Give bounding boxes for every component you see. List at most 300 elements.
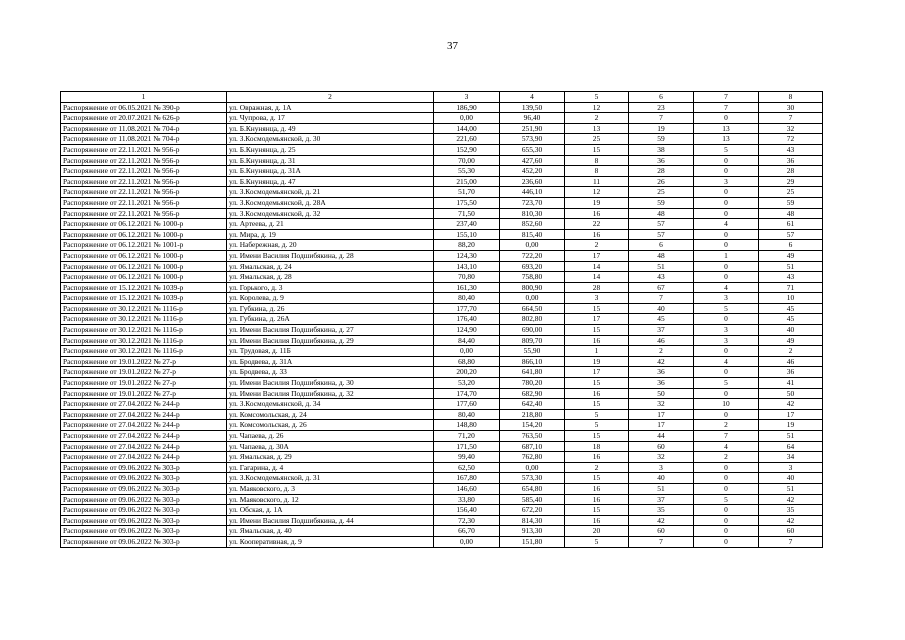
- cell-value: 2: [565, 462, 629, 473]
- cell-value: 43: [629, 272, 694, 283]
- cell-value: 0: [694, 240, 759, 251]
- cell-value: 64: [759, 441, 823, 452]
- cell-value: 44: [629, 431, 694, 442]
- cell-address: ул. Мира, д. 19: [227, 229, 434, 240]
- table-row: [61, 166, 823, 177]
- cell-document: Распоряжение от 22.11.2021 № 956-р: [61, 187, 227, 198]
- cell-value: 11: [565, 176, 629, 187]
- cell-value: 3: [565, 293, 629, 304]
- cell-value: 810,30: [500, 208, 565, 219]
- cell-value: 0: [694, 166, 759, 177]
- cell-value: 40: [629, 473, 694, 484]
- cell-value: 3: [694, 293, 759, 304]
- cell-document: Распоряжение от 30.12.2021 № 1116-р: [61, 325, 227, 336]
- cell-document: Распоряжение от 06.05.2021 № 390-р: [61, 102, 227, 113]
- cell-value: 722,20: [500, 250, 565, 261]
- cell-address: ул. Губкина, д. 26А: [227, 314, 434, 325]
- cell-value: 0: [694, 261, 759, 272]
- cell-value: 59: [629, 197, 694, 208]
- cell-value: 50: [759, 388, 823, 399]
- cell-value: 16: [565, 452, 629, 463]
- cell-value: 53,20: [434, 378, 500, 389]
- cell-address: ул. Ямальская, д. 40: [227, 526, 434, 537]
- cell-document: Распоряжение от 20.07.2021 № 626-р: [61, 113, 227, 124]
- table-row: [61, 197, 823, 208]
- cell-value: 7: [759, 113, 823, 124]
- cell-value: 237,40: [434, 219, 500, 230]
- cell-address: ул. З.Космодемьянской, д. 30: [227, 134, 434, 145]
- cell-document: Распоряжение от 22.11.2021 № 956-р: [61, 176, 227, 187]
- cell-address: ул. Ямальская, д. 28: [227, 272, 434, 283]
- table-row: [61, 240, 823, 251]
- cell-address: ул. Б.Кнунянца, д. 31А: [227, 166, 434, 177]
- cell-value: 19: [629, 123, 694, 134]
- cell-document: Распоряжение от 09.06.2022 № 303-р: [61, 473, 227, 484]
- cell-value: 452,20: [500, 166, 565, 177]
- cell-value: 84,40: [434, 335, 500, 346]
- cell-document: Распоряжение от 22.11.2021 № 956-р: [61, 166, 227, 177]
- cell-value: 573,90: [500, 134, 565, 145]
- cell-value: 22: [565, 219, 629, 230]
- cell-document: Распоряжение от 22.11.2021 № 956-р: [61, 208, 227, 219]
- cell-value: 70,80: [434, 272, 500, 283]
- cell-value: 15: [565, 303, 629, 314]
- cell-value: 2: [565, 240, 629, 251]
- cell-value: 0: [694, 483, 759, 494]
- cell-value: 642,40: [500, 399, 565, 410]
- table-row: [61, 420, 823, 431]
- cell-value: 0: [694, 346, 759, 357]
- cell-document: Распоряжение от 19.01.2022 № 27-р: [61, 356, 227, 367]
- cell-value: 17: [565, 367, 629, 378]
- table-row: [61, 483, 823, 494]
- cell-address: ул. Имени Василия Подшибякина, д. 29: [227, 335, 434, 346]
- cell-address: ул. Королева, д. 9: [227, 293, 434, 304]
- cell-address: ул. Овражная, д. 1А: [227, 102, 434, 113]
- cell-value: 16: [565, 483, 629, 494]
- cell-value: 4: [694, 219, 759, 230]
- cell-address: ул. Ямальская, д. 24: [227, 261, 434, 272]
- cell-value: 0: [694, 113, 759, 124]
- cell-value: 2: [565, 113, 629, 124]
- cell-value: 176,40: [434, 314, 500, 325]
- cell-value: 221,60: [434, 134, 500, 145]
- cell-value: 51,70: [434, 187, 500, 198]
- cell-value: 51: [759, 431, 823, 442]
- cell-value: 40: [759, 325, 823, 336]
- table-row: [61, 282, 823, 293]
- cell-address: ул. Обская, д. 1А: [227, 505, 434, 516]
- cell-value: 46: [759, 356, 823, 367]
- cell-value: 60: [759, 526, 823, 537]
- cell-value: 26: [629, 176, 694, 187]
- cell-value: 0,00: [500, 293, 565, 304]
- cell-value: 2: [759, 346, 823, 357]
- cell-value: 68,80: [434, 356, 500, 367]
- cell-document: Распоряжение от 27.04.2022 № 244-р: [61, 452, 227, 463]
- cell-value: 10: [759, 293, 823, 304]
- cell-value: 758,80: [500, 272, 565, 283]
- cell-value: 15: [565, 431, 629, 442]
- cell-value: 71,20: [434, 431, 500, 442]
- cell-value: 19: [565, 356, 629, 367]
- cell-value: 236,60: [500, 176, 565, 187]
- cell-value: 51: [629, 261, 694, 272]
- cell-value: 0: [694, 526, 759, 537]
- cell-value: 124,90: [434, 325, 500, 336]
- cell-address: ул. Артеева, д. 21: [227, 219, 434, 230]
- cell-value: 1: [694, 250, 759, 261]
- cell-value: 38: [629, 144, 694, 155]
- cell-value: 42: [759, 515, 823, 526]
- cell-document: Распоряжение от 06.12.2021 № 1001-р: [61, 240, 227, 251]
- cell-value: 655,30: [500, 144, 565, 155]
- cell-document: Распоряжение от 30.12.2021 № 1116-р: [61, 335, 227, 346]
- cell-value: 55,30: [434, 166, 500, 177]
- cell-value: 72: [759, 134, 823, 145]
- cell-value: 99,40: [434, 452, 500, 463]
- cell-value: 7: [629, 113, 694, 124]
- cell-value: 0: [694, 473, 759, 484]
- cell-value: 5: [565, 536, 629, 547]
- cell-document: Распоряжение от 06.12.2021 № 1000-р: [61, 250, 227, 261]
- cell-value: 15: [565, 378, 629, 389]
- cell-document: Распоряжение от 27.04.2022 № 244-р: [61, 431, 227, 442]
- cell-value: 41: [759, 378, 823, 389]
- cell-address: ул. Имени Василия Подшибякина, д. 30: [227, 378, 434, 389]
- cell-value: 0,00: [500, 240, 565, 251]
- cell-value: 43: [759, 272, 823, 283]
- cell-address: ул. Ямальская, д. 29: [227, 452, 434, 463]
- cell-address: ул. Маяковского, д. 3: [227, 483, 434, 494]
- cell-value: 16: [565, 388, 629, 399]
- cell-value: 17: [629, 420, 694, 431]
- cell-value: 0: [694, 187, 759, 198]
- table-row: [61, 526, 823, 537]
- cell-value: 167,80: [434, 473, 500, 484]
- cell-address: ул. Чапаева, д. 30А: [227, 441, 434, 452]
- cell-value: 251,90: [500, 123, 565, 134]
- column-header: 3: [434, 92, 500, 103]
- cell-address: ул. Имени Василия Подшибякина, д. 44: [227, 515, 434, 526]
- table-row: [61, 473, 823, 484]
- cell-value: 446,10: [500, 187, 565, 198]
- cell-value: 427,60: [500, 155, 565, 166]
- cell-value: 15: [565, 473, 629, 484]
- cell-value: 5: [565, 420, 629, 431]
- cell-value: 42: [629, 356, 694, 367]
- cell-value: 154,20: [500, 420, 565, 431]
- cell-value: 0: [694, 388, 759, 399]
- cell-value: 654,80: [500, 483, 565, 494]
- cell-value: 19: [565, 197, 629, 208]
- cell-value: 51: [629, 483, 694, 494]
- cell-value: 25: [565, 134, 629, 145]
- cell-value: 780,20: [500, 378, 565, 389]
- cell-document: Распоряжение от 19.01.2022 № 27-р: [61, 378, 227, 389]
- cell-value: 0: [694, 505, 759, 516]
- cell-value: 51: [759, 261, 823, 272]
- table-row: [61, 134, 823, 145]
- cell-document: Распоряжение от 06.12.2021 № 1000-р: [61, 229, 227, 240]
- cell-value: 34: [759, 452, 823, 463]
- cell-value: 28: [629, 166, 694, 177]
- cell-address: ул. Имени Василия Подшибякина, д. 27: [227, 325, 434, 336]
- table-row: [61, 176, 823, 187]
- cell-value: 815,40: [500, 229, 565, 240]
- cell-value: 32: [629, 399, 694, 410]
- cell-value: 18: [565, 441, 629, 452]
- cell-address: ул. Чупрова, д. 17: [227, 113, 434, 124]
- cell-value: 19: [759, 420, 823, 431]
- column-header: 2: [227, 92, 434, 103]
- cell-value: 124,30: [434, 250, 500, 261]
- cell-address: ул. Комсомольская, д. 24: [227, 409, 434, 420]
- cell-value: 62,50: [434, 462, 500, 473]
- table-row: [61, 388, 823, 399]
- cell-value: 17: [565, 250, 629, 261]
- cell-value: 36: [759, 367, 823, 378]
- cell-value: 13: [694, 123, 759, 134]
- table-row: [61, 314, 823, 325]
- cell-value: 0: [694, 272, 759, 283]
- cell-value: 690,00: [500, 325, 565, 336]
- cell-value: 17: [759, 409, 823, 420]
- cell-document: Распоряжение от 11.08.2021 № 704-р: [61, 134, 227, 145]
- cell-value: 814,30: [500, 515, 565, 526]
- cell-value: 16: [565, 494, 629, 505]
- table-row: [61, 102, 823, 113]
- cell-value: 809,70: [500, 335, 565, 346]
- cell-value: 29: [759, 176, 823, 187]
- cell-value: 8: [565, 166, 629, 177]
- cell-value: 151,80: [500, 536, 565, 547]
- cell-value: 174,70: [434, 388, 500, 399]
- cell-value: 152,90: [434, 144, 500, 155]
- table-row: [61, 356, 823, 367]
- cell-value: 30: [759, 102, 823, 113]
- cell-value: 156,40: [434, 505, 500, 516]
- cell-value: 1: [565, 346, 629, 357]
- cell-value: 0: [694, 197, 759, 208]
- cell-address: ул. З.Космодемьянской, д. 21: [227, 187, 434, 198]
- cell-value: 57: [629, 219, 694, 230]
- cell-value: 723,70: [500, 197, 565, 208]
- cell-value: 175,50: [434, 197, 500, 208]
- cell-value: 682,90: [500, 388, 565, 399]
- cell-document: Распоряжение от 15.12.2021 № 1039-р: [61, 282, 227, 293]
- table-row: [61, 144, 823, 155]
- cell-value: 7: [629, 293, 694, 304]
- cell-value: 4: [694, 356, 759, 367]
- cell-document: Распоряжение от 27.04.2022 № 244-р: [61, 420, 227, 431]
- cell-value: 2: [694, 452, 759, 463]
- cell-value: 4: [694, 441, 759, 452]
- table-row: [61, 293, 823, 304]
- cell-value: 96,40: [500, 113, 565, 124]
- cell-value: 0: [694, 462, 759, 473]
- table-row: [61, 219, 823, 230]
- cell-value: 16: [565, 208, 629, 219]
- cell-value: 37: [629, 494, 694, 505]
- cell-value: 5: [694, 378, 759, 389]
- cell-document: Распоряжение от 19.01.2022 № 27-р: [61, 388, 227, 399]
- cell-value: 36: [629, 378, 694, 389]
- cell-document: Распоряжение от 22.11.2021 № 956-р: [61, 197, 227, 208]
- cell-value: 6: [759, 240, 823, 251]
- cell-value: 40: [759, 473, 823, 484]
- cell-address: ул. Бродвева, д. 33: [227, 367, 434, 378]
- cell-value: 155,10: [434, 229, 500, 240]
- cell-document: Распоряжение от 27.04.2022 № 244-р: [61, 399, 227, 410]
- cell-value: 144,00: [434, 123, 500, 134]
- cell-document: Распоряжение от 30.12.2021 № 1116-р: [61, 303, 227, 314]
- column-header: 6: [629, 92, 694, 103]
- cell-value: 0: [694, 409, 759, 420]
- cell-value: 146,60: [434, 483, 500, 494]
- cell-value: 687,10: [500, 441, 565, 452]
- cell-value: 35: [629, 505, 694, 516]
- table-row: [61, 505, 823, 516]
- column-header: 4: [500, 92, 565, 103]
- cell-value: 61: [759, 219, 823, 230]
- cell-value: 55,90: [500, 346, 565, 357]
- cell-value: 5: [694, 494, 759, 505]
- cell-value: 139,50: [500, 102, 565, 113]
- cell-value: 36: [629, 367, 694, 378]
- table-row: [61, 515, 823, 526]
- cell-value: 215,00: [434, 176, 500, 187]
- cell-address: ул. Б.Кнунянца, д. 31: [227, 155, 434, 166]
- cell-document: Распоряжение от 06.12.2021 № 1000-р: [61, 272, 227, 283]
- table-row: [61, 325, 823, 336]
- cell-value: 88,20: [434, 240, 500, 251]
- cell-value: 25: [759, 187, 823, 198]
- cell-value: 28: [565, 282, 629, 293]
- cell-address: ул. Имени Василия Подшибякина, д. 28: [227, 250, 434, 261]
- cell-address: ул. Комсомольская, д. 26: [227, 420, 434, 431]
- cell-value: 0: [694, 314, 759, 325]
- cell-value: 7: [694, 431, 759, 442]
- cell-value: 49: [759, 335, 823, 346]
- cell-value: 43: [759, 144, 823, 155]
- cell-value: 800,90: [500, 282, 565, 293]
- cell-value: 3: [694, 325, 759, 336]
- table-row: [61, 303, 823, 314]
- cell-value: 35: [759, 505, 823, 516]
- cell-value: 0: [694, 515, 759, 526]
- cell-address: ул. Б.Кнунянца, д. 49: [227, 123, 434, 134]
- cell-value: 71,50: [434, 208, 500, 219]
- cell-document: Распоряжение от 27.04.2022 № 244-р: [61, 441, 227, 452]
- table-row: [61, 261, 823, 272]
- cell-value: 7: [694, 102, 759, 113]
- cell-document: Распоряжение от 30.12.2021 № 1116-р: [61, 346, 227, 357]
- table-row: [61, 113, 823, 124]
- cell-address: ул. Б.Кнунянца, д. 25: [227, 144, 434, 155]
- data-table: [60, 91, 823, 548]
- cell-value: 13: [694, 134, 759, 145]
- cell-value: 148,80: [434, 420, 500, 431]
- table-row: [61, 187, 823, 198]
- cell-value: 59: [629, 134, 694, 145]
- cell-value: 0: [694, 229, 759, 240]
- cell-address: ул. Гагарина, д. 4: [227, 462, 434, 473]
- cell-value: 218,80: [500, 409, 565, 420]
- cell-address: ул. З.Космодемьянской, д. 32: [227, 208, 434, 219]
- cell-value: 45: [629, 314, 694, 325]
- cell-value: 16: [565, 515, 629, 526]
- cell-value: 42: [629, 515, 694, 526]
- cell-document: Распоряжение от 06.12.2021 № 1000-р: [61, 261, 227, 272]
- table-header-row: [61, 92, 823, 103]
- table-row: [61, 399, 823, 410]
- cell-value: 0,00: [434, 536, 500, 547]
- cell-value: 49: [759, 250, 823, 261]
- cell-value: 57: [759, 229, 823, 240]
- cell-document: Распоряжение от 09.06.2022 № 303-р: [61, 494, 227, 505]
- cell-value: 143,10: [434, 261, 500, 272]
- cell-value: 866,10: [500, 356, 565, 367]
- cell-address: ул. Чапаева, д. 26: [227, 431, 434, 442]
- cell-value: 16: [565, 229, 629, 240]
- cell-value: 80,40: [434, 409, 500, 420]
- cell-value: 171,50: [434, 441, 500, 452]
- cell-value: 186,90: [434, 102, 500, 113]
- table-row: [61, 536, 823, 547]
- cell-value: 80,40: [434, 293, 500, 304]
- cell-value: 16: [565, 335, 629, 346]
- cell-value: 12: [565, 102, 629, 113]
- cell-value: 60: [629, 441, 694, 452]
- cell-value: 48: [629, 250, 694, 261]
- cell-value: 45: [759, 303, 823, 314]
- cell-value: 57: [629, 229, 694, 240]
- cell-document: Распоряжение от 11.08.2021 № 704-р: [61, 123, 227, 134]
- table-row: [61, 123, 823, 134]
- cell-value: 200,20: [434, 367, 500, 378]
- table-row: [61, 431, 823, 442]
- table-row: [61, 441, 823, 452]
- table-row: [61, 409, 823, 420]
- cell-value: 15: [565, 505, 629, 516]
- cell-value: 177,70: [434, 303, 500, 314]
- cell-value: 32: [629, 452, 694, 463]
- cell-value: 51: [759, 483, 823, 494]
- cell-address: ул. Горького, д. 3: [227, 282, 434, 293]
- cell-value: 71: [759, 282, 823, 293]
- cell-value: 3: [759, 462, 823, 473]
- table-row: [61, 367, 823, 378]
- cell-value: 23: [629, 102, 694, 113]
- table-row: [61, 335, 823, 346]
- table-row: [61, 229, 823, 240]
- column-header: 1: [61, 92, 227, 103]
- cell-value: 0: [694, 536, 759, 547]
- cell-address: ул. З.Космодемьянской, д. 34: [227, 399, 434, 410]
- cell-value: 15: [565, 399, 629, 410]
- cell-address: ул. Кооперативная, д. 9: [227, 536, 434, 547]
- cell-value: 33,80: [434, 494, 500, 505]
- cell-address: ул. Б.Кнунянца, д. 47: [227, 176, 434, 187]
- cell-value: 177,60: [434, 399, 500, 410]
- cell-value: 7: [629, 536, 694, 547]
- cell-value: 8: [565, 155, 629, 166]
- cell-value: 70,00: [434, 155, 500, 166]
- table-row: [61, 494, 823, 505]
- cell-address: ул. Имени Василия Подшибякина, д. 32: [227, 388, 434, 399]
- cell-value: 42: [759, 494, 823, 505]
